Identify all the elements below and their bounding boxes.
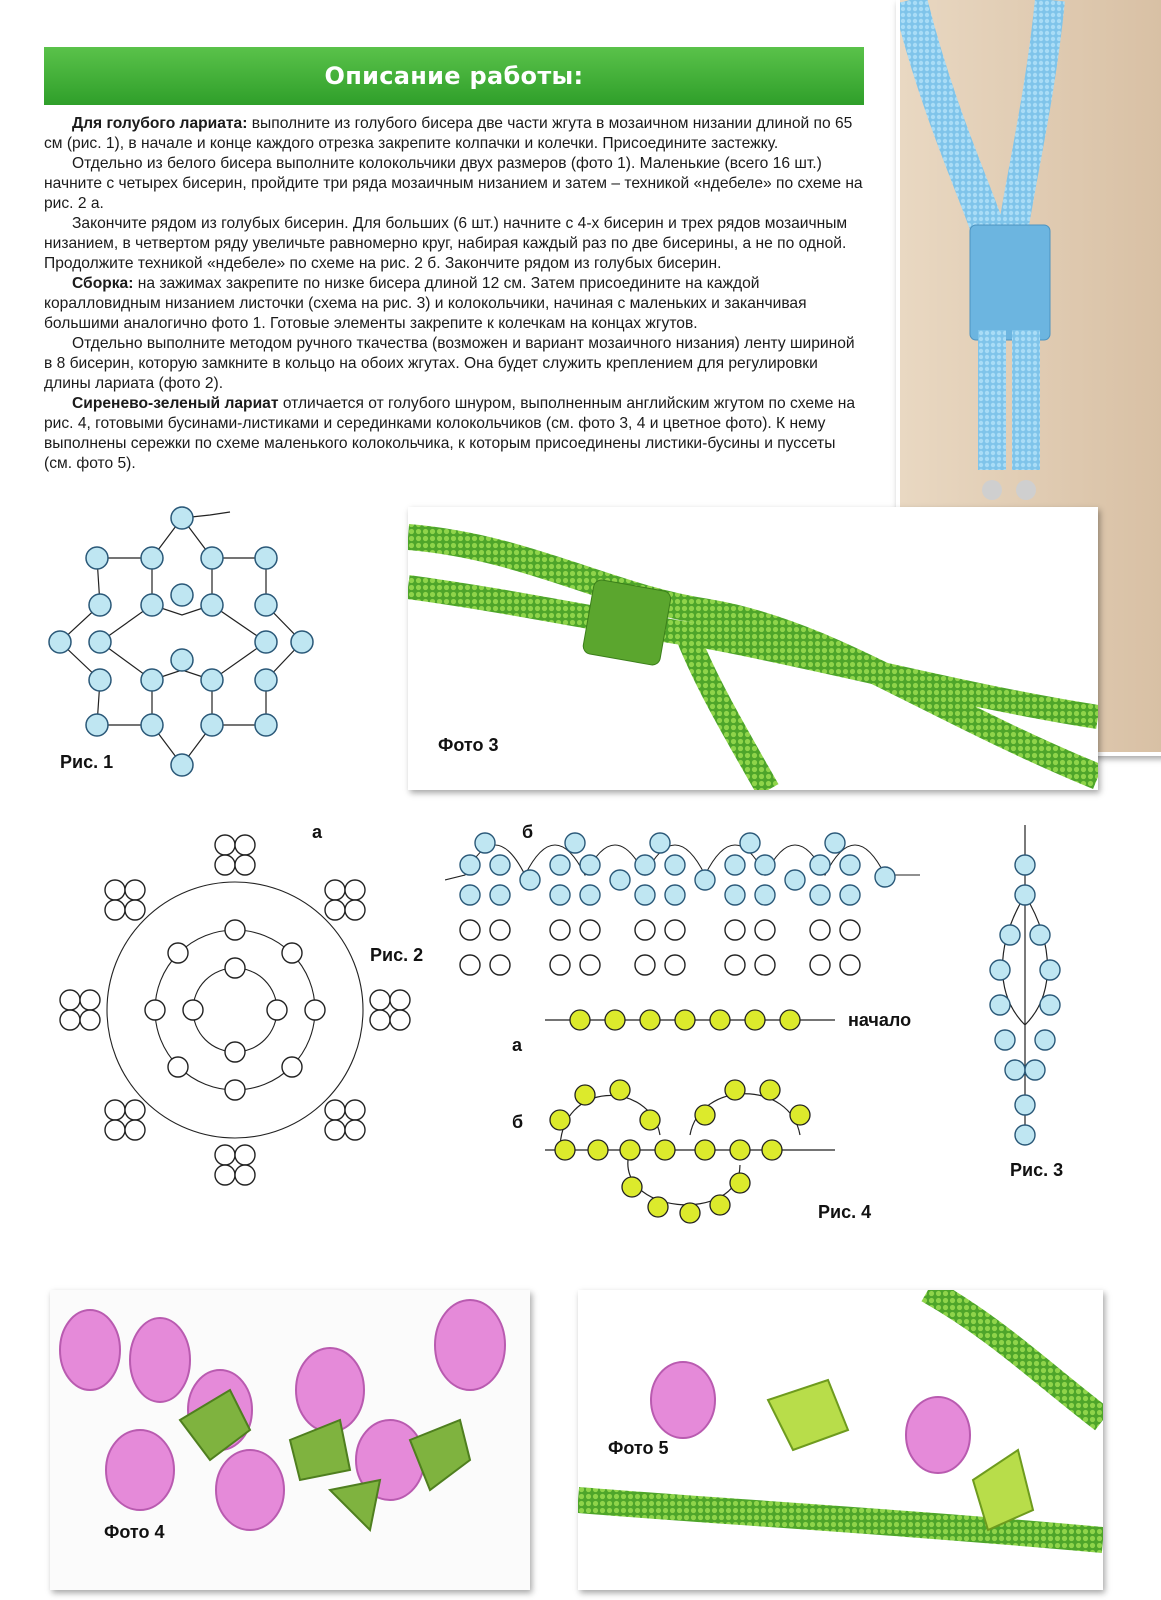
figure-2-label: Рис. 2 <box>370 945 424 965</box>
paragraph: Закончите рядом из голубых бисерин. Для больших (6 шт.) начните с 4-х бисерин и трех рядов мозаичным низанием, в четвертом ряду увеличьте равномерно круг, набирая каждый раз по две бисерины, а не по одной. Продолжите техникой «ндебеле» по схеме на рис. 2 б. Закончите рядом из голубых бисерин. <box>44 215 848 272</box>
figure-2a-letter: а <box>312 822 323 842</box>
figure-3-diagram <box>975 825 1085 1155</box>
photo-green-lariat <box>408 507 1098 790</box>
figure-2b-diagram <box>445 825 925 985</box>
figure-2b-letter: б <box>522 822 534 842</box>
photo-earrings <box>578 1290 1103 1590</box>
figure-4-label: Рис. 4 <box>818 1202 872 1222</box>
figure-4b-letter: б <box>512 1112 524 1132</box>
photo-3-label: Фото 3 <box>438 735 499 755</box>
figure-4a-letter: а <box>512 1035 523 1055</box>
figure-4b-diagram <box>540 1075 840 1225</box>
section-header <box>44 47 864 105</box>
photo-5-label: Фото 5 <box>608 1438 669 1458</box>
figure-1-label: Рис. 1 <box>60 752 114 772</box>
figure-4-start-label: начало <box>848 1010 912 1030</box>
figure-3-label: Рис. 3 <box>1010 1160 1064 1180</box>
paragraph: Сиренево-зеленый лариат отличается от голубого шнуром, выполненным английским жгутом по схеме на рис. 4, готовыми бусинами-листиками и серединками колокольчиков (см. фото 3, 4 и цветное фото). К нему выполнены сережки по схеме маленького колокольчика, к которым присоединены листики-бусины и пуссеты (см. фото 5). <box>44 395 856 472</box>
paragraph: Сборка: на зажимах закрепите по низке бисера длиной 12 см. Затем присоедините на каждой коралловидным низанием листочки (схема на рис. 3) и колокольчики, начиная с маленьких и заканчивая большими аналогично фото 1. Готовые элементы закрепите к колечкам на концах жгутов. <box>44 275 807 332</box>
paragraph: Отдельно выполните методом ручного ткачества (возможен и вариант мозаичного низания) ленту шириной в 8 бисерин, которую замкните в кольцо на обоих жгутах. Она будет служить креплением для регулировки длины лариата (фото 2). <box>44 335 855 392</box>
paragraph: Отдельно из белого бисера выполните колокольчики двух размеров (фото 1). Маленькие (всего 16 шт.) начните с четырех бисерин, пройдите три ряда мозаичным низанием и затем – техникой «ндебеле» по схеме на рис. 2 а. <box>44 155 863 212</box>
photo-lilac-bells <box>50 1290 530 1590</box>
instructions-text <box>44 114 864 474</box>
photo-4-label: Фото 4 <box>104 1522 165 1542</box>
figure-1-diagram <box>40 500 340 785</box>
figure-4a-diagram <box>540 1005 840 1035</box>
paragraph: Для голубого лариата: выполните из голубого бисера две части жгута в мозаичном низании длиной по 65 см (рис. 1), в начале и конце каждого отрезка закрепите колпачки и колечки. Присоедините застежку. <box>44 115 853 152</box>
figure-2-diagram <box>45 820 425 1200</box>
section-title: Описание работы: <box>324 62 584 90</box>
